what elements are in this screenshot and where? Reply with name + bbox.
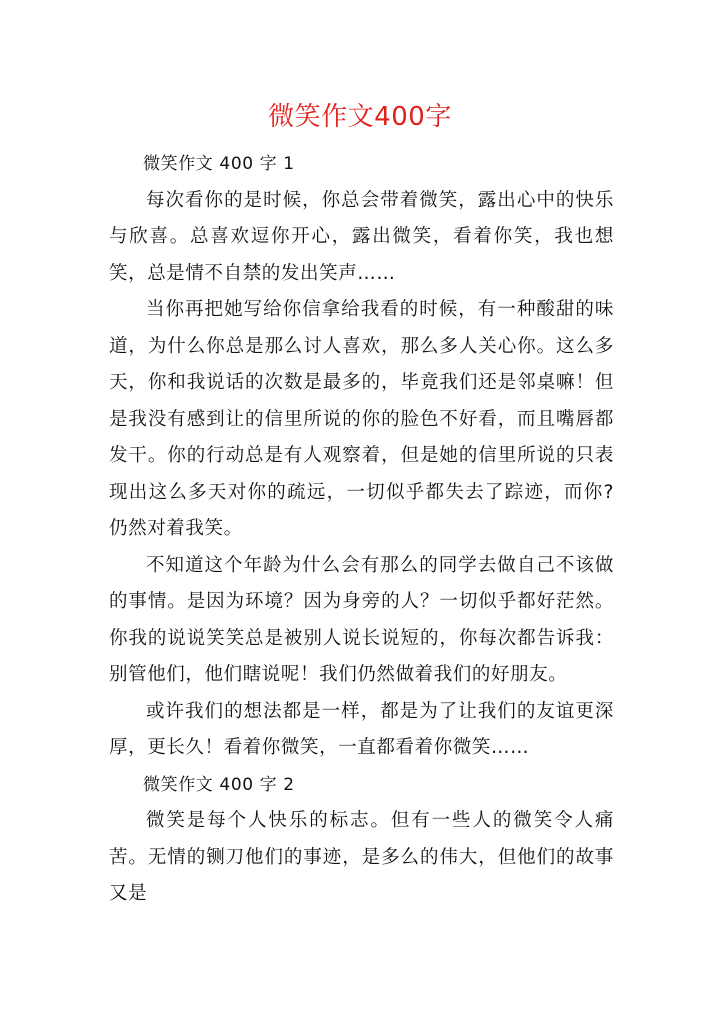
- paragraph: 微笑是每个人快乐的标志。但有一些人的微笑令人痛苦。无情的铡刀他们的事迹，是多么的伟大，但他们的故事又是: [109, 810, 614, 904]
- paragraph: 不知道这个年龄为什么会有那么的同学去做自己不该做的事情。是因为环境？因为身旁的人？一切似乎都好茫然。你我的说说笑笑总是被别人说长说短的，你每次都告诉我：别管他们，他们瞎说呢！我们仍然做着我们的好朋友。: [109, 554, 614, 685]
- paragraph: 当你再把她写给你信拿给我看的时候，有一种酸甜的味道，为什么你总是那么讨人喜欢，那么多人关心你。这么多天，你和我说话的次数是最多的，毕竟我们还是邻桌嘛！但是我没有感到让的信里所说的你的脸色不好看，而且嘴唇都发干。你的行动总是有人观察着，但是她的信里所说的只表现出这么多天对你的疏远，一切似乎都失去了踪迹，而你?仍然对着我笑。: [109, 299, 614, 539]
- section-heading-1: 微笑作文 400 字 1: [143, 154, 295, 174]
- document-title: 微笑作文400字: [268, 102, 452, 132]
- paragraph: 每次看你的是时候，你总会带着微笑，露出心中的快乐与欣喜。总喜欢逗你开心，露出微笑，看着你笑，我也想笑，总是情不自禁的发出笑声……: [109, 189, 614, 284]
- document-body: [109, 146, 614, 913]
- section-heading-2: 微笑作文 400 字 2: [143, 774, 295, 795]
- paragraph: 或许我们的想法都是一样，都是为了让我们的友谊更深厚，更长久！看着你微笑，一直都看着你微笑……: [109, 700, 614, 758]
